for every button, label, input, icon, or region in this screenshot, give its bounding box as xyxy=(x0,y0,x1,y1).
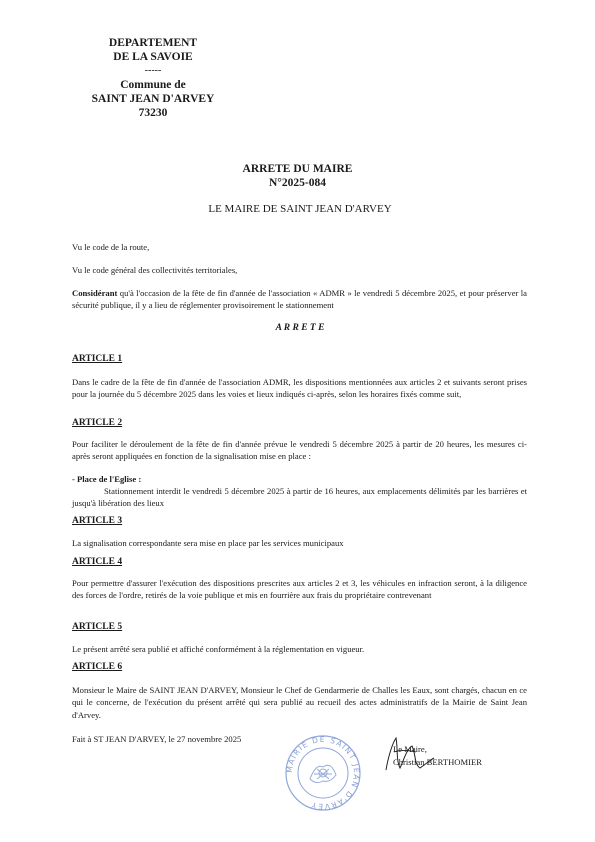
arrete-heading: A R R E T E xyxy=(275,323,325,333)
postal-code: 73230 xyxy=(138,107,168,119)
handwritten-signature xyxy=(378,730,438,778)
considerant-paragraph xyxy=(72,287,527,312)
commune-label: Commune de xyxy=(120,79,186,91)
place-and-date: Fait à ST JEAN D'ARVEY, le 27 novembre 2025 xyxy=(72,734,242,744)
department-line1: DEPARTEMENT xyxy=(108,37,198,49)
article-5-title: ARTICLE 5 xyxy=(72,622,123,632)
stamp-ring-text: MAIRIE DE SAINT JEAN D'ARVEY xyxy=(284,734,362,812)
department-header xyxy=(88,36,218,120)
article-4-title: ARTICLE 4 xyxy=(72,557,123,567)
vu-code-collectivites: Vu le code général des collectivités territoriales, xyxy=(72,265,238,275)
department-line2: DE LA SAVOIE xyxy=(113,51,193,63)
decree-title-line: ARRETE DU MAIRE xyxy=(242,163,353,175)
article-1-text: Dans le cadre de la fête de fin d'année de l'association ADMR, les dispositions mentionnées aux articles 2 et suivants seront prises pour la journée du 5 décembre 2025 dans les voies et lieux indiqués ci-après, selon les horaires fixés comme suit, xyxy=(72,377,527,400)
article-1-title: ARTICLE 1 xyxy=(72,354,123,364)
vu-code-route: Vu le code de la route, xyxy=(72,242,150,252)
svg-text:MAIRIE DE SAINT JEAN D'ARVEY xyxy=(285,735,361,811)
mairie-stamp xyxy=(283,733,363,813)
article-2-text: Pour faciliter le déroulement de la fête de fin d'année prévue le vendredi 5 décembre 2025 à partir de 20 heures, les mesures ci-après seront appliquées en fonction de la signalisation mise en place : xyxy=(72,439,527,462)
article-3-title: ARTICLE 3 xyxy=(72,516,123,526)
article-5-text: Le présent arrêté sera publié et affiché conformément à la réglementation en vigueur. xyxy=(72,644,365,654)
decree-title xyxy=(200,162,395,190)
article-3-text: La signalisation correspondante sera mise en place par les services municipaux xyxy=(72,538,344,548)
article-6-title: ARTICLE 6 xyxy=(72,662,123,672)
issuing-authority: LE MAIRE DE SAINT JEAN D'ARVEY xyxy=(208,203,392,215)
commune-name: SAINT JEAN D'ARVEY xyxy=(91,93,215,105)
signer-name: Christian BERTHOMIER xyxy=(393,757,483,767)
considerant-text: qu'à l'occasion de la fête de fin d'année de l'association « ADMR » le vendredi 5 décembre 2025, et pour préserver la sécurité publique, il y a lieu de réglementer provisoirement le stationnement xyxy=(72,288,527,311)
place-eglise-text: Stationnement interdit le vendredi 5 décembre 2025 à partir de 16 heures, aux emplacements délimités par les barrières et jusqu'à libération des lieux xyxy=(72,486,527,509)
signer-title: Le Maire, xyxy=(393,744,427,754)
considerant-label: Considérant xyxy=(72,288,118,298)
article-6-text: Monsieur le Maire de SAINT JEAN D'ARVEY, Monsieur le Chef de Gendarmerie de Challes les Eaux, sont chargés, chacun en ce qui le concerne, de l'exécution du présent arrêté qui sera publié au recueil des actes administratifs de la Mairie de Saint Jean d'Arvey. xyxy=(72,685,527,720)
decree-number: N°2025-084 xyxy=(269,177,326,189)
article-2-title: ARTICLE 2 xyxy=(72,418,123,428)
article-4-text: Pour permettre d'assurer l'exécution des dispositions prescrites aux articles 2 et 3, les véhicules en infraction seront, à la diligence des forces de l'ordre, retirés de la voie publique et mis en fourrière aux frais du propriétaire contrevenant xyxy=(72,578,527,601)
header-separator: ----- xyxy=(144,65,162,76)
place-eglise-label: - Place de l'Eglise : xyxy=(72,474,142,484)
